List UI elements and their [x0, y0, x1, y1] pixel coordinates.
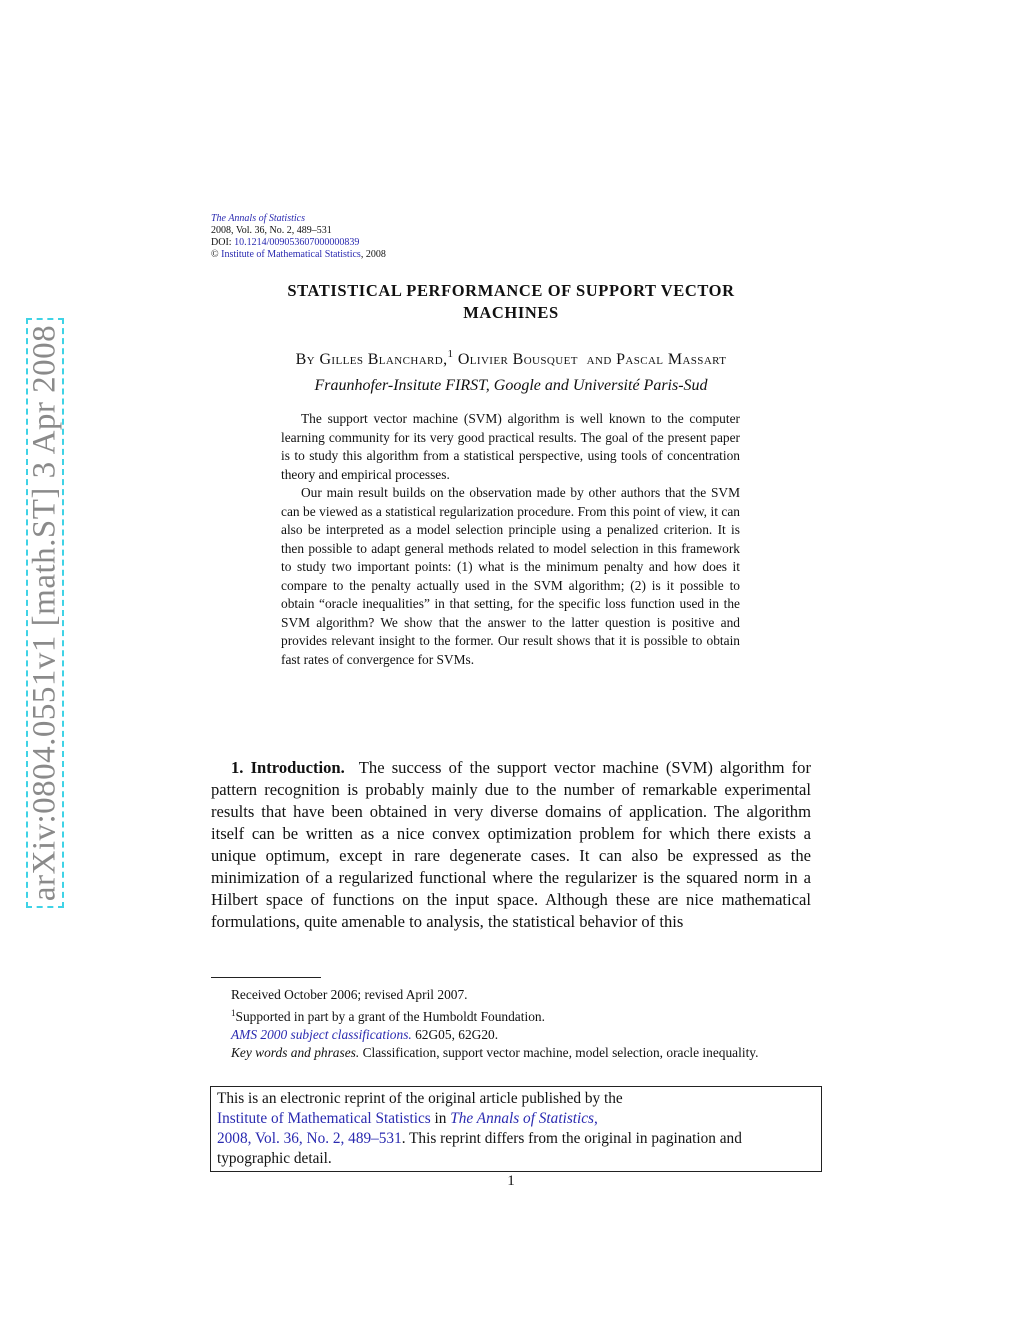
author-footnote-mark: 1: [447, 348, 454, 360]
paper-title: [211, 280, 811, 324]
page-number: 1: [507, 1173, 515, 1189]
paper-title-line-1: STATISTICAL PERFORMANCE OF SUPPORT VECTOR: [287, 281, 735, 300]
paper-title-line-2: MACHINES: [463, 303, 559, 322]
authors-by: By: [295, 351, 320, 368]
author-blanchard: Gilles Blanchard,: [319, 351, 448, 368]
authors-and: and: [577, 351, 617, 368]
keywords-label: Key words and phrases.: [231, 1045, 360, 1060]
introduction-text: The success of the support vector machine (SVM) algorithm for pattern recognition is probably mainly due to the number of remarkable experimental results that have been obtained in very diverse domains of application. The algorithm itself can be written as a nice convex optimization problem for which there exists a unique optimum, except in rare degenerate cases. It can also be expressed as the minimization of a regularized functional where the regularizer is the squared norm in a Hilbert space of functions on the input space. Although these are nice mathematical formulations, quite amenable to analysis, the statistical behavior of this: [211, 758, 811, 931]
copyright-symbol: ©: [211, 249, 219, 260]
ams-codes: 62G05, 62G20.: [411, 1027, 499, 1042]
footnote-ams: [211, 1026, 811, 1044]
reprint-notice-box: [210, 1086, 822, 1172]
footnote-rule: [211, 977, 321, 978]
reprint-org-link[interactable]: Institute of Mathematical Statistics: [217, 1110, 431, 1127]
journal-name-link[interactable]: The Annals of Statistics: [211, 213, 305, 224]
keywords-text: Classification, support vector machine, model selection, oracle inequality.: [359, 1045, 759, 1060]
copyright-year: , 2008: [360, 249, 386, 260]
footnote-support-mark: 1: [231, 1008, 236, 1018]
copyright-org-link[interactable]: Institute of Mathematical Statistics: [221, 249, 361, 260]
abstract-paragraph-2: Our main result builds on the observation made by other authors that the SVM can be viewed as a statistical regularization procedure. From this point of view, it can also be interpreted as a model selection principle using a penalized criterion. It is then possible to adapt general methods related to model selection in this framework to study two important points: (1) what is the minimum penalty and how does it compare to the penalty actually used in the SVM algorithm; (2) is it possible to obtain “oracle inequalities” in that setting, for the specific loss function used in the SVM algorithm? We show that the answer to the latter question is positive and provides relevant insight to the former. Our result shows that it is possible to obtain fast rates of convergence for SVMs.: [281, 485, 740, 667]
arxiv-stamp: [26, 318, 64, 908]
ams-classifications-link[interactable]: AMS 2000 subject classifications.: [231, 1027, 412, 1042]
doi-link[interactable]: 10.1214/009053607000000839: [234, 237, 360, 248]
abstract-paragraph-1: The support vector machine (SVM) algorithm is well known to the computer learning community for its very good practical results. The goal of the present paper is to study this algorithm from a statistical perspective, using tools of concentration theory and empirical processes.: [281, 411, 740, 482]
journal-copyright: [211, 249, 386, 261]
affiliations: Fraunhofer-Insitute FIRST, Google and Université Paris-Sud: [314, 377, 708, 394]
reprint-comma: ,: [594, 1110, 598, 1127]
journal-volume: 2008, Vol. 36, No. 2, 489–531: [211, 225, 332, 236]
footnotes: [211, 986, 811, 1062]
introduction-section: [211, 757, 811, 933]
author-bousquet: Olivier Bousquet: [453, 351, 578, 368]
authors: [211, 343, 811, 371]
journal-header: [211, 213, 386, 261]
footnote-support-text: Supported in part by a grant of the Humboldt Foundation.: [235, 1009, 545, 1024]
author-massart: Pascal Massart: [616, 351, 727, 368]
abstract: [281, 410, 740, 669]
reprint-journal-link[interactable]: The Annals of Statistics: [450, 1110, 595, 1127]
footnote-received: Received October 2006; revised April 2007.: [231, 987, 468, 1002]
journal-doi: [211, 237, 386, 249]
footnote-keywords: [211, 1044, 811, 1062]
reprint-rest: . This reprint differs from the original in pagination and typographic detail.: [217, 1130, 742, 1167]
reprint-in: in: [430, 1110, 451, 1127]
reprint-citation-link[interactable]: 2008, Vol. 36, No. 2, 489–531: [217, 1130, 402, 1147]
introduction-paragraph: [211, 757, 811, 933]
arxiv-stamp-text: arXiv:0804.0551v1 [math.ST] 3 Apr 2008: [26, 324, 63, 902]
reprint-line-1: This is an electronic reprint of the original article published by the: [217, 1090, 623, 1107]
footnote-support: [211, 1004, 811, 1026]
section-heading: 1. Introduction.: [231, 758, 345, 777]
doi-label: DOI:: [211, 237, 235, 248]
